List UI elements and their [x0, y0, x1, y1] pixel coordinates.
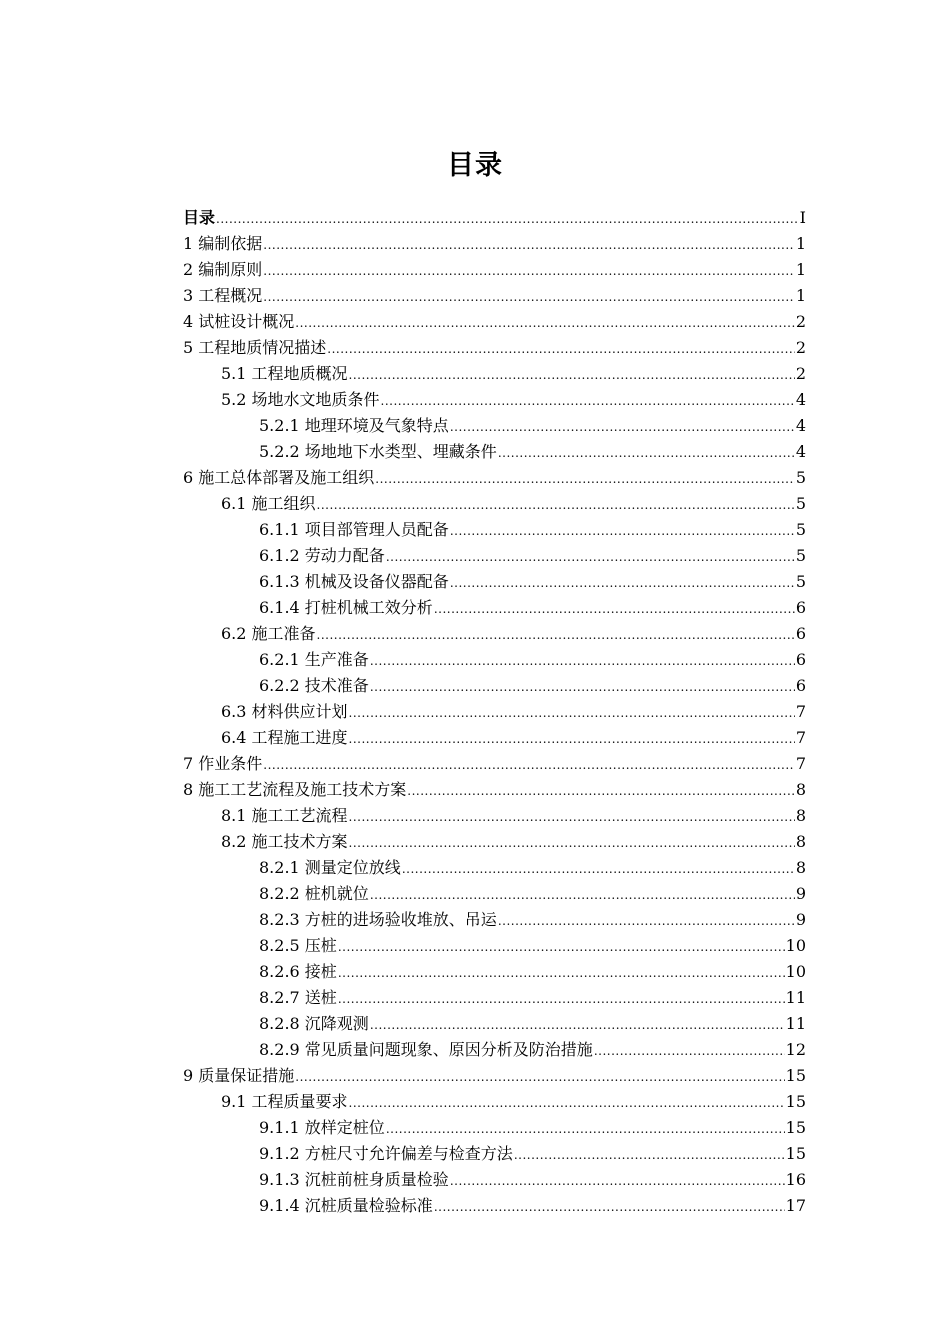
toc-dot-leader — [594, 1038, 785, 1064]
toc-dot-leader — [450, 518, 795, 544]
toc-dot-leader — [407, 778, 795, 804]
toc-entry-label: 8.1 施工工艺流程 — [221, 806, 348, 825]
toc-dot-leader — [349, 700, 795, 726]
toc-entry[interactable] — [183, 1115, 806, 1141]
toc-entry-label: 9.1.1 放样定桩位 — [259, 1118, 385, 1137]
toc-dot-leader — [434, 596, 795, 622]
toc-entry-label: 6.2 施工准备 — [221, 624, 316, 643]
page-title: 目录 — [447, 150, 503, 181]
toc-dot-leader — [381, 388, 795, 414]
toc-entry[interactable] — [183, 933, 806, 959]
toc-entry-label: 目录 — [183, 208, 216, 227]
toc-dot-leader — [514, 1142, 785, 1168]
toc-dot-leader — [370, 648, 795, 674]
toc-entry-page-number: 7 — [795, 754, 806, 773]
toc-entry[interactable] — [183, 309, 806, 335]
toc-entry-label: 6.1 施工组织 — [221, 494, 316, 513]
toc-dot-leader — [386, 1116, 785, 1142]
toc-entry[interactable] — [183, 335, 806, 361]
toc-entry[interactable] — [183, 985, 806, 1011]
toc-entry-page-number: 11 — [785, 1014, 806, 1033]
toc-dot-leader — [498, 908, 795, 934]
toc-entry[interactable] — [183, 595, 806, 621]
toc-entry-label: 5.1 工程地质概况 — [221, 364, 348, 383]
toc-dot-leader — [450, 1168, 785, 1194]
toc-entry-page-number: 9 — [795, 910, 806, 929]
toc-entry-label: 9.1.4 沉桩质量检验标准 — [259, 1196, 433, 1215]
toc-entry[interactable] — [183, 231, 806, 257]
toc-entry-page-number: 15 — [785, 1066, 806, 1085]
toc-entry-label: 8.2.2 桩机就位 — [259, 884, 369, 903]
toc-dot-leader — [434, 1194, 785, 1220]
toc-entry-label: 6.1.2 劳动力配备 — [259, 546, 385, 565]
toc-entry-page-number: 2 — [795, 364, 806, 383]
toc-entry-label: 6.1.3 机械及设备仪器配备 — [259, 572, 449, 591]
toc-entry-page-number: 4 — [795, 416, 806, 435]
toc-dot-leader — [375, 466, 795, 492]
toc-dot-leader — [370, 1012, 785, 1038]
toc-entry[interactable] — [183, 205, 806, 231]
toc-entry[interactable] — [183, 1167, 806, 1193]
toc-entry-page-number: 5 — [795, 494, 806, 513]
toc-entry[interactable] — [183, 387, 806, 413]
toc-entry-page-number: 6 — [795, 676, 806, 695]
toc-entry-page-number: 6 — [795, 598, 806, 617]
toc-dot-leader — [450, 414, 795, 440]
toc-entry-page-number: 8 — [795, 780, 806, 799]
toc-entry-page-number: 1 — [795, 260, 806, 279]
toc-entry[interactable] — [183, 855, 806, 881]
toc-entry-label: 9.1 工程质量要求 — [221, 1092, 348, 1111]
toc-entry-label: 6.3 材料供应计划 — [221, 702, 348, 721]
toc-entry[interactable] — [183, 777, 806, 803]
toc-dot-leader — [263, 232, 795, 258]
toc-entry[interactable] — [183, 699, 806, 725]
toc-entry-page-number: 6 — [795, 650, 806, 669]
toc-dot-leader — [386, 544, 795, 570]
toc-entry-label: 8.2.6 接桩 — [259, 962, 337, 981]
toc-entry-label: 6.1.1 项目部管理人员配备 — [259, 520, 449, 539]
toc-entry-label: 9.1.2 方桩尺寸允许偏差与检查方法 — [259, 1144, 513, 1163]
toc-dot-leader — [349, 362, 795, 388]
toc-entry-page-number: 5 — [795, 468, 806, 487]
toc-entry[interactable] — [183, 491, 806, 517]
toc-entry-label: 3 工程概况 — [183, 286, 263, 305]
toc-entry-label: 8.2.7 送桩 — [259, 988, 337, 1007]
toc-entry[interactable] — [183, 361, 806, 387]
toc-entry-page-number: 7 — [795, 702, 806, 721]
toc-entry[interactable] — [183, 621, 806, 647]
toc-dot-leader — [327, 336, 795, 362]
toc-entry-label: 1 编制依据 — [183, 234, 263, 253]
toc-dot-leader — [370, 882, 795, 908]
toc-entry-label: 8.2.9 常见质量问题现象、原因分析及防治措施 — [259, 1040, 593, 1059]
toc-entry-page-number: 5 — [795, 572, 806, 591]
toc-dot-leader — [370, 674, 795, 700]
toc-entry-page-number: 12 — [785, 1040, 806, 1059]
toc-entry[interactable] — [183, 751, 806, 777]
toc-entry[interactable] — [183, 439, 806, 465]
toc-entry-label: 5.2.2 场地地下水类型、埋藏条件 — [259, 442, 497, 461]
toc-entry-page-number: 1 — [795, 286, 806, 305]
toc-dot-leader — [263, 258, 795, 284]
toc-dot-leader — [349, 804, 795, 830]
toc-entry-label: 5.2 场地水文地质条件 — [221, 390, 380, 409]
toc-dot-leader — [498, 440, 795, 466]
toc-entry[interactable] — [183, 257, 806, 283]
toc-entry-label: 6.1.4 打桩机械工效分析 — [259, 598, 433, 617]
toc-entry-page-number: 7 — [795, 728, 806, 747]
toc-entry[interactable] — [183, 543, 806, 569]
toc-entry[interactable] — [183, 465, 806, 491]
toc-entry-label: 8.2.5 压桩 — [259, 936, 337, 955]
toc-entry[interactable] — [183, 673, 806, 699]
toc-entry-label: 4 试桩设计概况 — [183, 312, 295, 331]
toc-entry-page-number: 9 — [795, 884, 806, 903]
toc-entry-page-number: 15 — [785, 1144, 806, 1163]
toc-entry[interactable] — [183, 283, 806, 309]
toc-entry[interactable] — [183, 959, 806, 985]
toc-entry-label: 9.1.3 沉桩前桩身质量检验 — [259, 1170, 449, 1189]
toc-dot-leader — [317, 492, 795, 518]
toc-entry[interactable] — [183, 1063, 806, 1089]
toc-entry-page-number: 6 — [795, 624, 806, 643]
toc-entry-page-number: 8 — [795, 806, 806, 825]
toc-entry-page-number: 11 — [785, 988, 806, 1007]
toc-entry-label: 6.2.2 技术准备 — [259, 676, 369, 695]
toc-entry[interactable] — [183, 881, 806, 907]
toc-entry[interactable] — [183, 803, 806, 829]
toc-entry[interactable] — [183, 647, 806, 673]
toc-entry-page-number: 2 — [795, 312, 806, 331]
toc-entry-label: 8.2.8 沉降观测 — [259, 1014, 369, 1033]
toc-entry[interactable] — [183, 907, 806, 933]
toc-dot-leader — [402, 856, 795, 882]
toc-entry-page-number: 16 — [785, 1170, 806, 1189]
toc-entry-page-number: 15 — [785, 1118, 806, 1137]
toc-entry-page-number: 8 — [795, 858, 806, 877]
toc-dot-leader — [295, 1064, 784, 1090]
toc-entry-page-number: 4 — [795, 390, 806, 409]
toc-entry[interactable] — [183, 1141, 806, 1167]
toc-entry[interactable] — [183, 725, 806, 751]
toc-entry[interactable] — [183, 829, 806, 855]
toc-dot-leader — [338, 986, 785, 1012]
toc-entry-label: 6.2.1 生产准备 — [259, 650, 369, 669]
toc-entry-label: 5 工程地质情况描述 — [183, 338, 327, 357]
toc-entry-label: 7 作业条件 — [183, 754, 263, 773]
toc-entry[interactable] — [183, 1011, 806, 1037]
toc-dot-leader — [216, 206, 799, 232]
toc-dot-leader — [295, 310, 795, 336]
toc-entry-label: 8.2.1 测量定位放线 — [259, 858, 401, 877]
toc-entry-page-number: 1 — [795, 234, 806, 253]
toc-entry-label: 2 编制原则 — [183, 260, 263, 279]
toc-entry-page-number: 8 — [795, 832, 806, 851]
toc-entry[interactable] — [183, 1089, 806, 1115]
toc-entry-page-number: 15 — [785, 1092, 806, 1111]
toc-dot-leader — [450, 570, 795, 596]
toc-dot-leader — [317, 622, 795, 648]
toc-dot-leader — [338, 960, 785, 986]
toc-dot-leader — [349, 726, 795, 752]
toc-entry-page-number: 10 — [785, 936, 806, 955]
toc-dot-leader — [263, 284, 795, 310]
toc-entry[interactable] — [183, 517, 806, 543]
toc-dot-leader — [349, 1090, 785, 1116]
toc-entry-page-number: 10 — [785, 962, 806, 981]
toc-entry-label: 9 质量保证措施 — [183, 1066, 295, 1085]
toc-entry-page-number: 2 — [795, 338, 806, 357]
toc-entry-label: 5.2.1 地理环境及气象特点 — [259, 416, 449, 435]
toc-entry-page-number: 4 — [795, 442, 806, 461]
toc-dot-leader — [349, 830, 795, 856]
toc-entry-label: 8.2 施工技术方案 — [221, 832, 348, 851]
toc-list — [183, 205, 806, 1219]
toc-entry[interactable] — [183, 569, 806, 595]
toc-entry-label: 6 施工总体部署及施工组织 — [183, 468, 375, 487]
toc-entry-page-number: 5 — [795, 546, 806, 565]
toc-entry-page-number: I — [799, 208, 806, 227]
toc-dot-leader — [338, 934, 785, 960]
toc-entry-label: 6.4 工程施工进度 — [221, 728, 348, 747]
toc-entry[interactable] — [183, 1193, 806, 1219]
toc-entry[interactable] — [183, 1037, 806, 1063]
toc-entry-label: 8 施工工艺流程及施工技术方案 — [183, 780, 407, 799]
toc-entry-label: 8.2.3 方桩的进场验收堆放、吊运 — [259, 910, 497, 929]
toc-entry-page-number: 17 — [785, 1196, 806, 1215]
toc-dot-leader — [263, 752, 795, 778]
toc-entry[interactable] — [183, 413, 806, 439]
toc-entry-page-number: 5 — [795, 520, 806, 539]
